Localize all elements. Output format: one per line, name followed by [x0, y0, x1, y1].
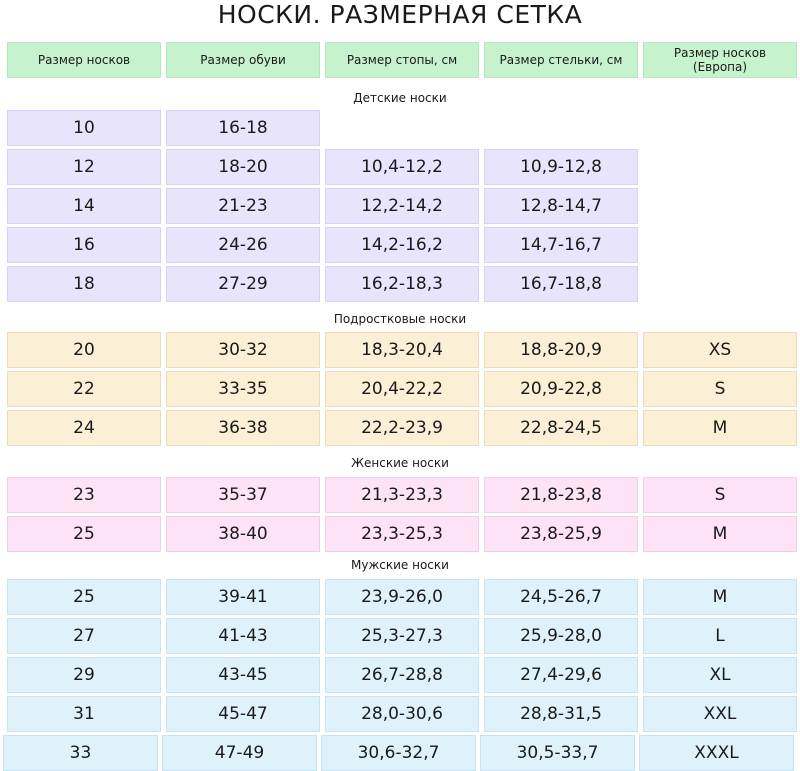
table-cell: 21-23: [166, 188, 320, 224]
table-cell: 27: [7, 618, 161, 654]
table-cell: 20,9-22,8: [484, 371, 638, 407]
table-cell: 36-38: [166, 410, 320, 446]
table-cell: 23,8-25,9: [484, 516, 638, 552]
table-cell: 24,5-26,7: [484, 579, 638, 615]
table-cell: M: [643, 516, 797, 552]
table-cell: 14: [7, 188, 161, 224]
table-cell: 22: [7, 371, 161, 407]
table-cell: 16,2-18,3: [325, 266, 479, 302]
table-cell: 10,9-12,8: [484, 149, 638, 185]
table-cell: 23,3-25,3: [325, 516, 479, 552]
section-title: Мужские носки: [351, 558, 449, 572]
table-cell: 23,9-26,0: [325, 579, 479, 615]
header-cell: Размер обуви: [166, 42, 320, 78]
table-cell: 18,8-20,9: [484, 332, 638, 368]
table-cell: 16-18: [166, 110, 320, 146]
table-cell: 16: [7, 227, 161, 263]
table-cell: 20,4-22,2: [325, 371, 479, 407]
page-title: НОСКИ. РАЗМЕРНАЯ СЕТКА: [217, 0, 583, 29]
table-cell: 30,6-32,7: [321, 735, 476, 771]
table-cell: 47-49: [162, 735, 317, 771]
table-cell: 24: [7, 410, 161, 446]
table-cell: 26,7-28,8: [325, 657, 479, 693]
table-cell: M: [643, 410, 797, 446]
table-cell: 18: [7, 266, 161, 302]
header-cell: Размер стельки, см: [484, 42, 638, 78]
table-cell: 35-37: [166, 477, 320, 513]
table-cell: 45-47: [166, 696, 320, 732]
table-cell: 31: [7, 696, 161, 732]
table-cell: 25: [7, 516, 161, 552]
table-cell: 10: [7, 110, 161, 146]
table-cell: 27-29: [166, 266, 320, 302]
table-cell: 25: [7, 579, 161, 615]
section-title: Детские носки: [353, 91, 447, 105]
table-cell: 25,3-27,3: [325, 618, 479, 654]
table-cell: 10,4-12,2: [325, 149, 479, 185]
table-cell: XL: [643, 657, 797, 693]
table-cell: S: [643, 477, 797, 513]
section-title: Подростковые носки: [333, 312, 467, 326]
table-cell: S: [643, 371, 797, 407]
table-cell: 27,4-29,6: [484, 657, 638, 693]
header-cell: Размер носков: [7, 42, 161, 78]
table-cell: 16,7-18,8: [484, 266, 638, 302]
table-cell: 18-20: [166, 149, 320, 185]
table-cell: XXXL: [639, 735, 794, 771]
table-cell: 28,8-31,5: [484, 696, 638, 732]
table-cell: 25,9-28,0: [484, 618, 638, 654]
header-cell: Размер стопы, см: [325, 42, 479, 78]
table-cell: 38-40: [166, 516, 320, 552]
table-cell: 28,0-30,6: [325, 696, 479, 732]
table-cell: 12,8-14,7: [484, 188, 638, 224]
table-cell: 24-26: [166, 227, 320, 263]
table-cell: 30,5-33,7: [480, 735, 635, 771]
table-cell: 21,8-23,8: [484, 477, 638, 513]
table-cell: M: [643, 579, 797, 615]
table-cell: 22,8-24,5: [484, 410, 638, 446]
table-cell: L: [643, 618, 797, 654]
table-cell: 33-35: [166, 371, 320, 407]
table-cell: 21,3-23,3: [325, 477, 479, 513]
table-cell: 18,3-20,4: [325, 332, 479, 368]
table-cell: 33: [3, 735, 158, 771]
table-cell: 20: [7, 332, 161, 368]
header-cell: Размер носков (Европа): [643, 42, 797, 78]
section-title: Женские носки: [351, 456, 449, 470]
table-cell: 12,2-14,2: [325, 188, 479, 224]
table-cell: 14,7-16,7: [484, 227, 638, 263]
table-cell: 22,2-23,9: [325, 410, 479, 446]
table-cell: 41-43: [166, 618, 320, 654]
table-cell: 39-41: [166, 579, 320, 615]
table-cell: 23: [7, 477, 161, 513]
table-cell: 12: [7, 149, 161, 185]
table-cell: 43-45: [166, 657, 320, 693]
table-cell: XS: [643, 332, 797, 368]
table-cell: 29: [7, 657, 161, 693]
table-cell: 30-32: [166, 332, 320, 368]
table-cell: XXL: [643, 696, 797, 732]
table-cell: 14,2-16,2: [325, 227, 479, 263]
